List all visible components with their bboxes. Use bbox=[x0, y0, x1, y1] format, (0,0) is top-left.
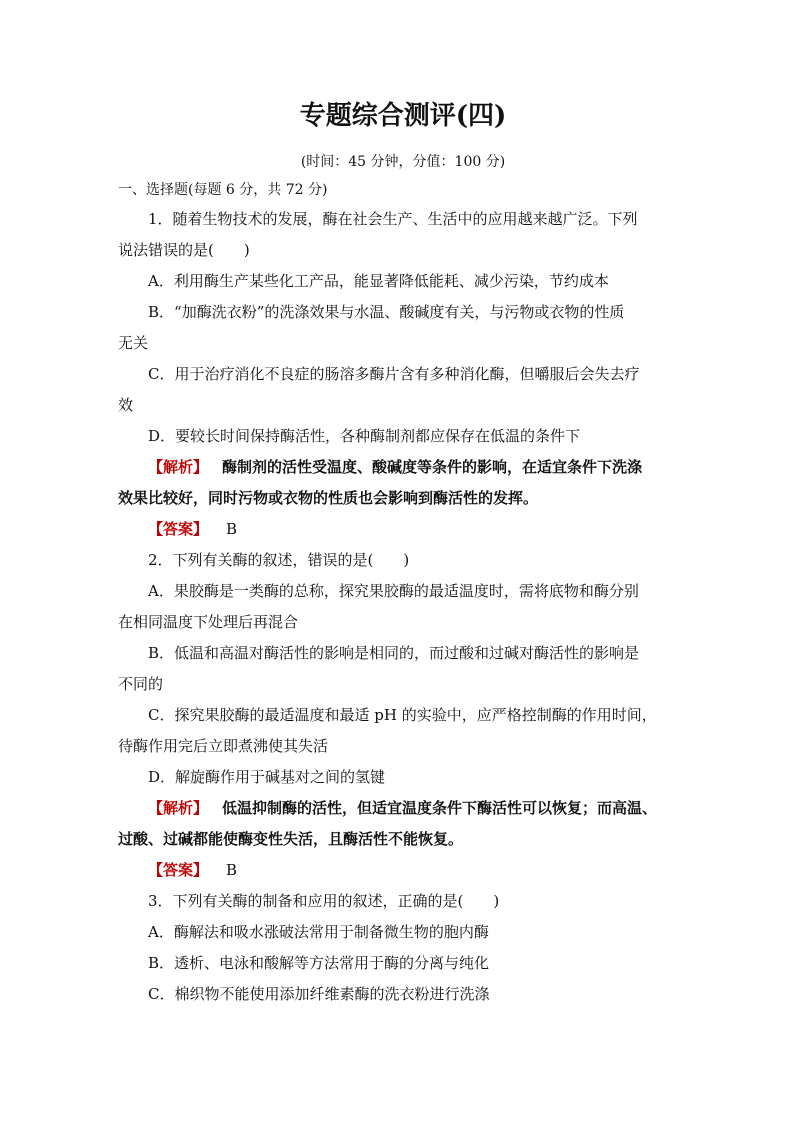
answer-tag: 【答案】 bbox=[148, 520, 209, 538]
section-heading: 一、选择题(每题 6 分，共 72 分) bbox=[118, 182, 328, 198]
question-1-stem-line-1: 1．随着生物技术的发展，酶在社会生产、生活中的应用越来越广泛。下列 bbox=[148, 210, 638, 228]
analysis-text-line-2: 过酸、过碱都能使酶变性失活，且酶活性不能恢复。 bbox=[118, 830, 464, 848]
question-1-stem-line-2: 说法错误的是( ) bbox=[118, 241, 250, 259]
exam-page bbox=[118, 92, 678, 1010]
answer-value: B bbox=[226, 520, 238, 538]
question-3-option-a: A．酶解法和吸水涨破法常用于制备微生物的胞内酶 bbox=[148, 923, 489, 941]
page-title: 专题综合测评(四) bbox=[299, 101, 507, 131]
question-1 bbox=[118, 204, 678, 545]
question-2 bbox=[118, 545, 678, 886]
question-1-analysis bbox=[118, 452, 678, 483]
analysis-tag: 【解析】 bbox=[148, 458, 209, 476]
question-2-option-a-line-2: 在相同温度下处理后再混合 bbox=[118, 613, 299, 631]
question-2-option-c-line-1: C．探究果胶酶的最适温度和最适 pH 的实验中，应严格控制酶的作用时间， bbox=[148, 706, 657, 724]
question-2-option-b-line-2: 不同的 bbox=[118, 675, 164, 693]
question-2-analysis bbox=[118, 793, 678, 824]
question-2-option-d: D．解旋酶作用于碱基对之间的氢键 bbox=[148, 768, 386, 786]
question-1-option-b-line-2: 无关 bbox=[118, 334, 149, 352]
question-3 bbox=[118, 886, 678, 1010]
analysis-text-line-1: 低温抑制酶的活性，但适宜温度条件下酶活性可以恢复；而高温、 bbox=[222, 799, 658, 817]
question-2-answer bbox=[118, 855, 678, 886]
analysis-text-line-2: 效果比较好，同时污物或衣物的性质也会影响到酶活性的发挥。 bbox=[118, 489, 539, 507]
page-subtitle: (时间：45 分钟，分值：100 分) bbox=[300, 154, 506, 170]
question-3-option-b: B．透析、电泳和酸解等方法常用于酶的分离与纯化 bbox=[148, 954, 490, 972]
answer-value: B bbox=[226, 861, 238, 879]
question-3-option-c: C．棉织物不能使用添加纤维素酶的洗衣粉进行洗涤 bbox=[148, 985, 490, 1003]
question-1-option-c-line-1: C．用于治疗消化不良症的肠溶多酶片含有多种消化酶，但嚼服后会失去疗 bbox=[148, 365, 640, 383]
question-2-option-c-line-2: 待酶作用完后立即煮沸使其失活 bbox=[118, 737, 329, 755]
question-2-option-a-line-1: A．果胶酶是一类酶的总称，探究果胶酶的最适温度时，需将底物和酶分别 bbox=[148, 582, 639, 600]
question-1-option-a: A．利用酶生产某些化工产品，能显著降低能耗、减少污染，节约成本 bbox=[148, 272, 609, 290]
question-1-option-d: D．要较长时间保持酶活性，各种酶制剂都应保存在低温的条件下 bbox=[148, 427, 581, 445]
analysis-text-line-1: 酶制剂的活性受温度、酸碱度等条件的影响，在适宜条件下洗涤 bbox=[222, 458, 643, 476]
analysis-tag: 【解析】 bbox=[148, 799, 209, 817]
question-3-stem: 3．下列有关酶的制备和应用的叙述，正确的是( ) bbox=[148, 892, 500, 910]
question-2-stem: 2．下列有关酶的叙述，错误的是( ) bbox=[148, 551, 410, 569]
question-1-option-c-line-2: 效 bbox=[118, 396, 134, 414]
question-1-answer bbox=[118, 514, 678, 545]
question-1-option-b-line-1: B．“加酶洗衣粉”的洗涤效果与水温、酸碱度有关，与污物或衣物的性质 bbox=[148, 303, 625, 321]
question-2-option-b-line-1: B．低温和高温对酶活性的影响是相同的，而过酸和过碱对酶活性的影响是 bbox=[148, 644, 640, 662]
answer-tag: 【答案】 bbox=[148, 861, 209, 879]
